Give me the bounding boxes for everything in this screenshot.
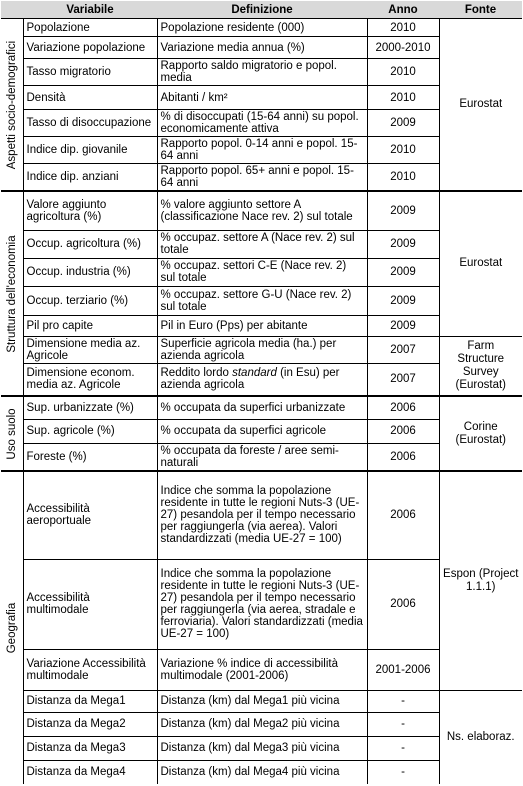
cell-variabile: Popolazione xyxy=(23,19,157,37)
cell-variabile: Sup. agricole (%) xyxy=(23,419,157,443)
table-row xyxy=(1,19,522,37)
cell-anno: 2010 xyxy=(367,59,439,86)
cell-definizione: % occupaz. settore A (Nace rev. 2) sul totale xyxy=(157,230,367,258)
cell-definizione: Abitanti / km² xyxy=(157,86,367,110)
cell-definizione: Rapporto saldo migratorio e popol. media xyxy=(157,59,367,86)
cell-definizione: % valore aggiunto settore A (classificazione Nace rev. 2) sul totale xyxy=(157,191,367,230)
cell-variabile: Variazione Accessibilità multimodale xyxy=(23,649,157,690)
cell-anno: - xyxy=(367,712,439,736)
cell-anno: 2006 xyxy=(367,559,439,649)
table-row xyxy=(1,191,522,230)
cell-definizione: Superficie agricola media (ha.) per azienda agricola xyxy=(157,336,367,363)
def-text-pre: Reddito lordo xyxy=(160,367,233,380)
cell-anno: 2009 xyxy=(367,286,439,315)
source-eurostat: Eurostat xyxy=(439,191,522,336)
cell-definizione: Distanza (km) dal Mega4 più vicina xyxy=(157,760,367,784)
cell-anno: 2006 xyxy=(367,443,439,471)
cell-definizione: Pil in Euro (Pps) per abitante xyxy=(157,315,367,336)
cell-variabile: Accessibilità multimodale xyxy=(23,559,157,649)
group-socio xyxy=(1,19,23,192)
cell-anno: 2001-2006 xyxy=(367,649,439,690)
header-anno: Anno xyxy=(367,1,439,19)
source-espon: Espon (Project 1.1.1) xyxy=(439,471,522,690)
cell-anno: 2010 xyxy=(367,137,439,164)
cell-variabile: Distanza da Mega2 xyxy=(23,712,157,736)
group-geografia xyxy=(1,471,23,784)
cell-definizione: Popolazione residente (000) xyxy=(157,19,367,37)
header-fonte: Fonte xyxy=(439,1,522,19)
cell-variabile: Distanza da Mega3 xyxy=(23,736,157,760)
table-row xyxy=(1,690,522,712)
cell-variabile: Variazione popolazione xyxy=(23,37,157,59)
cell-definizione: Variazione media annua (%) xyxy=(157,37,367,59)
source-corine: Corine (Eurostat) xyxy=(439,396,522,471)
group-label-economia: Struttura dell'economia xyxy=(5,234,18,353)
cell-definizione: Variazione % indice di accessibilità multimodale (2001-2006) xyxy=(157,649,367,690)
cell-anno: 2007 xyxy=(367,336,439,363)
source-farm-structure: Farm Structure Survey (Eurostat) xyxy=(439,336,522,396)
cell-anno: - xyxy=(367,760,439,784)
def-text-italic: standard xyxy=(232,367,277,380)
cell-variabile: Accessibilità aeroportuale xyxy=(23,471,157,559)
cell-definizione: Indice che somma la popolazione residente in tutte le regioni Nuts-3 (UE-27) pesandola per il tempo necessario per raggiungerla (via aerea, stradale e ferroviaria). Valori standardizzati (media UE-27 = 100) xyxy=(157,559,367,649)
cell-variabile: Sup. urbanizzate (%) xyxy=(23,396,157,419)
cell-anno: 2009 xyxy=(367,191,439,230)
table-row xyxy=(1,471,522,559)
header-group xyxy=(1,1,23,19)
cell-anno: 2006 xyxy=(367,396,439,419)
cell-variabile: Dimensione media az. Agricole xyxy=(23,336,157,363)
cell-anno: 2010 xyxy=(367,86,439,110)
group-label-socio: Aspetti socio-demografici xyxy=(5,40,18,169)
cell-anno: 2006 xyxy=(367,419,439,443)
header-row xyxy=(1,1,522,19)
group-economia xyxy=(1,191,23,396)
cell-anno: - xyxy=(367,690,439,712)
cell-definizione: % di disoccupati (15-64 anni) su popol. economicamente attiva xyxy=(157,110,367,137)
cell-definizione: % occupata da superfici agricole xyxy=(157,419,367,443)
cell-definizione: % occupata da foreste / aree semi-naturali xyxy=(157,443,367,471)
cell-variabile: Valore aggiunto agricoltura (%) xyxy=(23,191,157,230)
cell-definizione: Distanza (km) dal Mega3 più vicina xyxy=(157,736,367,760)
table-row xyxy=(1,336,522,363)
cell-variabile: Densità xyxy=(23,86,157,110)
cell-variabile: Tasso di disoccupazione xyxy=(23,110,157,137)
cell-variabile: Occup. terziario (%) xyxy=(23,286,157,315)
cell-definizione: Rapporto popol. 0-14 anni e popol. 15-64 anni xyxy=(157,137,367,164)
cell-variabile: Tasso migratorio xyxy=(23,59,157,86)
cell-anno: 2010 xyxy=(367,19,439,37)
cell-definizione: Distanza (km) dal Mega1 più vicina xyxy=(157,690,367,712)
cell-anno: 2009 xyxy=(367,110,439,137)
cell-definizione: % occupata da superfici urbanizzate xyxy=(157,396,367,419)
cell-variabile: Indice dip. anziani xyxy=(23,164,157,192)
cell-anno: - xyxy=(367,736,439,760)
cell-variabile: Distanza da Mega4 xyxy=(23,760,157,784)
cell-variabile: Distanza da Mega1 xyxy=(23,690,157,712)
cell-anno: 2000-2010 xyxy=(367,37,439,59)
cell-definizione: Rapporto popol. 65+ anni e popol. 15-64 anni xyxy=(157,164,367,192)
group-suolo xyxy=(1,396,23,471)
cell-variabile: Dimensione econom. media az. Agricole xyxy=(23,363,157,396)
cell-definizione: % occupaz. settori C-E (Nace rev. 2) sul totale xyxy=(157,258,367,286)
def-text-post: (in Esu) per azienda agricola xyxy=(160,367,340,392)
source-eurostat: Eurostat xyxy=(439,19,522,192)
cell-definizione: Distanza (km) dal Mega2 più vicina xyxy=(157,712,367,736)
cell-definizione: Indice che somma la popolazione residente in tutte le regioni Nuts-3 (UE-27) pesandola per il tempo necessario per raggiungerla (via aerea). Valori standardizzati (media UE-27 = 100) xyxy=(157,471,367,559)
cell-anno: 2010 xyxy=(367,164,439,192)
source-ns-elaboraz: Ns. elaboraz. xyxy=(439,690,522,784)
cell-variabile: Occup. industria (%) xyxy=(23,258,157,286)
group-label-geografia: Geografia xyxy=(5,602,18,654)
cell-definizione xyxy=(157,363,367,396)
header-definizione: Definizione xyxy=(157,1,367,19)
table-row xyxy=(1,396,522,419)
cell-anno: 2007 xyxy=(367,363,439,396)
header-variabile: Variabile xyxy=(23,1,157,19)
cell-variabile: Occup. agricoltura (%) xyxy=(23,230,157,258)
cell-variabile: Foreste (%) xyxy=(23,443,157,471)
cell-variabile: Indice dip. giovanile xyxy=(23,137,157,164)
group-label-suolo: Uso suolo xyxy=(5,407,18,460)
cell-variabile: Pil pro capite xyxy=(23,315,157,336)
variables-table xyxy=(1,1,522,784)
cell-anno: 2009 xyxy=(367,315,439,336)
cell-anno: 2009 xyxy=(367,258,439,286)
cell-anno: 2009 xyxy=(367,230,439,258)
cell-anno: 2006 xyxy=(367,471,439,559)
cell-definizione: % occupaz. settore G-U (Nace rev. 2) sul totale xyxy=(157,286,367,315)
